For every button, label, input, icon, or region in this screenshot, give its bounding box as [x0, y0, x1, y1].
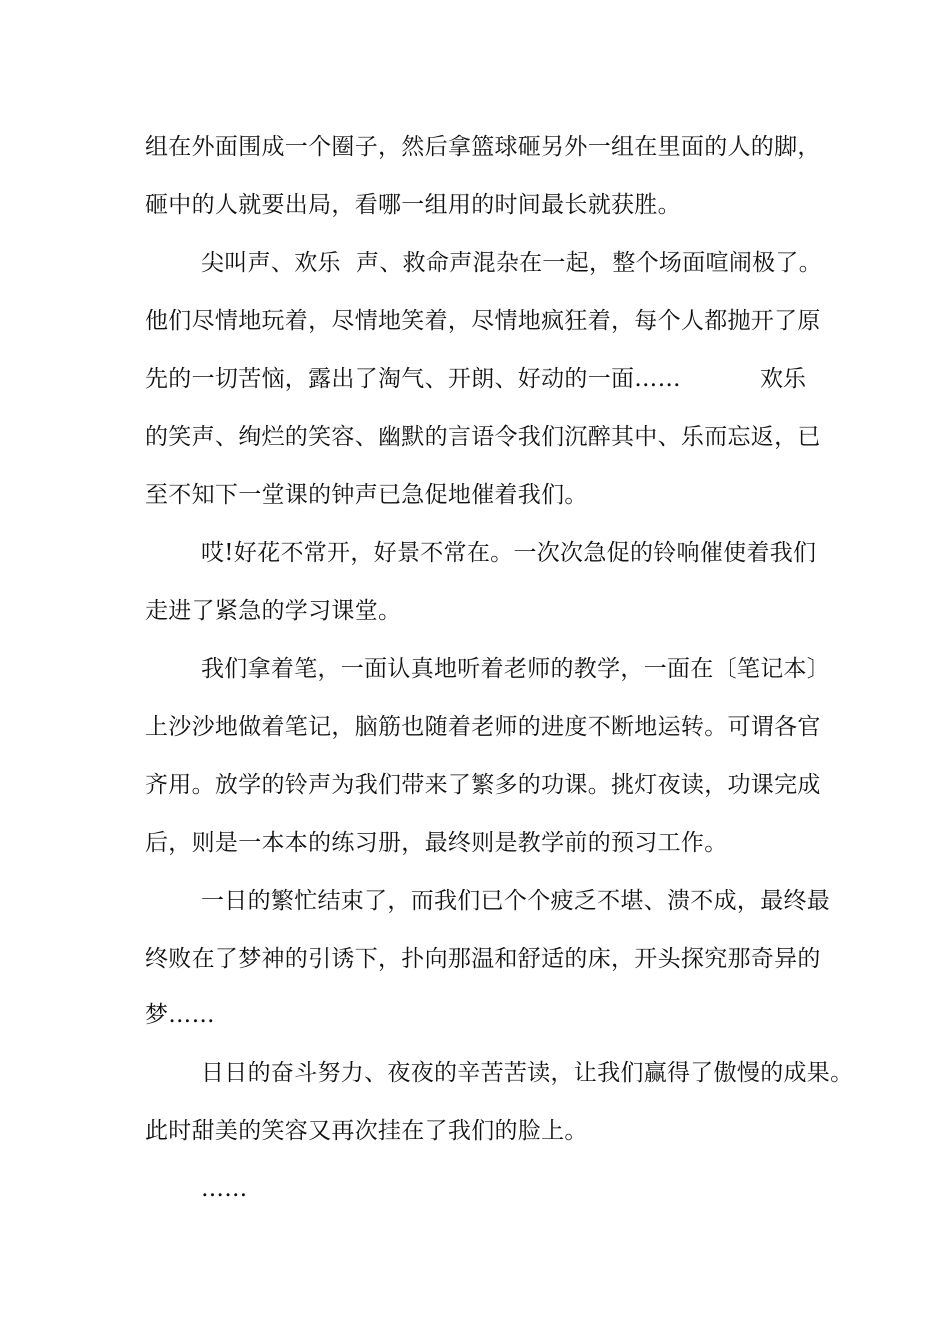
- text-line: 齐用。放学的铃声为我们带来了繁多的功课。挑灯夜读，功课完成: [145, 772, 821, 798]
- text-line: 砸中的人就要出局，看哪一组用的时间最长就获胜。: [145, 192, 681, 218]
- text-line: 上沙沙地做着笔记，脑筋也随着老师的进度不断地运转。可谓各官: [145, 714, 821, 740]
- ellipsis-line: ……: [201, 1176, 248, 1202]
- text-line: 梦……: [145, 1002, 215, 1028]
- text-line-tail: 欢乐: [760, 366, 806, 392]
- text-line: 后，则是一本本的练习册，最终则是教学前的预习工作。: [145, 830, 728, 856]
- text-line: 组在外面围成一个圈子，然后拿篮球砸另外一组在里面的人的脚，: [145, 134, 821, 160]
- text-line: 终败在了梦神的引诱下，扑向那温和舒适的床，开头探究那奇异的: [145, 946, 821, 972]
- text-line: 先的一切苦恼，露出了淘气、开朗、好动的一面……: [145, 366, 681, 392]
- text-line: 此时甜美的笑容又再次挂在了我们的脸上。: [145, 1118, 588, 1144]
- paragraph-start-line: 日日的奋斗努力、夜夜的辛苦苦读，让我们赢得了傲慢的成果。: [201, 1060, 854, 1086]
- paragraph-start-line: 尖叫声、欢乐 声、救命声混杂在一起，整个场面喧闹极了。: [201, 250, 823, 276]
- paragraph-start-line: 一日的繁忙结束了，而我们已个个疲乏不堪、溃不成，最终最: [201, 888, 831, 914]
- text-line: 他们尽情地玩着，尽情地笑着，尽情地疯狂着，每个人都抛开了原: [145, 308, 821, 334]
- paragraph-start-line: 我们拿着笔，一面认真地听着老师的教学，一面在〔笔记本〕: [201, 656, 831, 682]
- text-line: 的笑声、绚烂的笑容、幽默的言语令我们沉醉其中、乐而忘返，已: [145, 424, 821, 450]
- text-line: 走进了紧急的学习课堂。: [145, 598, 402, 624]
- paragraph-start-line: 哎!好花不常开，好景不常在。一次次急促的铃响催使着我们: [201, 540, 817, 566]
- text-line: 至不知下一堂课的钟声已急促地催着我们。: [145, 482, 588, 508]
